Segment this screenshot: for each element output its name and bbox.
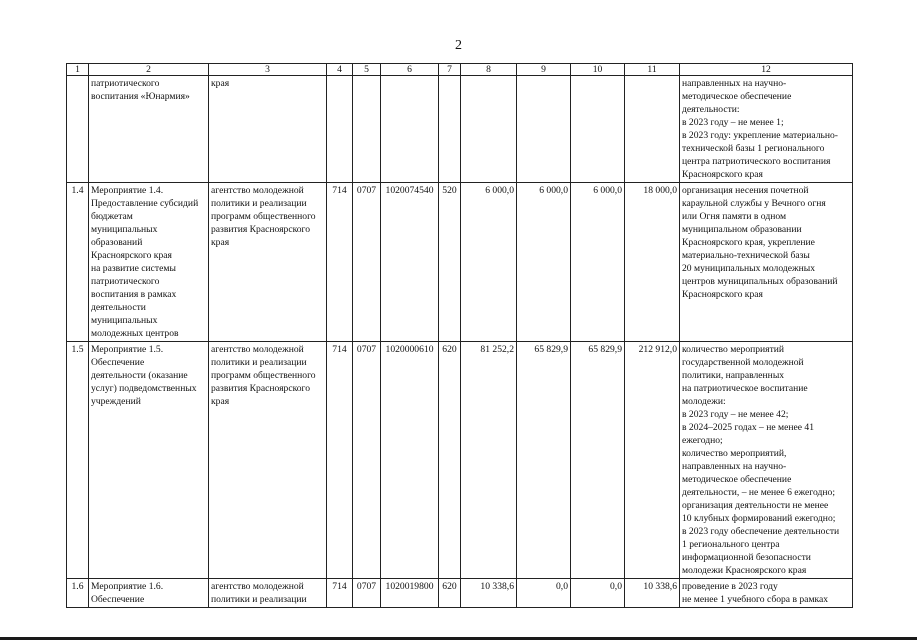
expected-result-cell-line: деятельности: (682, 104, 740, 115)
amount-total-cell: 212 912,0 (625, 342, 680, 579)
column-header: 11 (625, 64, 680, 76)
amount-2025-cell: 6 000,0 (571, 183, 625, 342)
expected-result-cell-line: информационной безопасности (682, 552, 811, 563)
measure-name-cell-line: воспитания в рамках (91, 289, 177, 300)
item-number-cell: 1.4 (67, 183, 89, 342)
expected-result-cell (680, 342, 853, 579)
executor-cell-line: программ общественного (211, 370, 316, 381)
measure-name-cell (89, 76, 209, 183)
expected-result-cell (680, 76, 853, 183)
rzpr-code-cell (353, 76, 381, 183)
expected-result-cell-line: организация несения почетной (682, 185, 809, 196)
measure-name-cell-line: молодежных центров (91, 328, 179, 339)
measure-name-cell-line: патриотического (91, 78, 160, 89)
expected-result-cell-line: деятельности, – не менее 6 ежегодно; (682, 487, 835, 498)
table-row (67, 183, 853, 342)
expected-result-cell-line: центров муниципальных образований (682, 276, 838, 287)
amount-total-cell: 10 338,6 (625, 579, 680, 608)
amount-total-cell (625, 76, 680, 183)
measure-name-cell-line: образований (91, 237, 143, 248)
executor-cell-line: агентство молодежной (211, 581, 304, 592)
vr-code-cell: 620 (439, 579, 461, 608)
expected-result-cell-line: или Огня памяти в одном (682, 211, 787, 222)
column-header: 5 (353, 64, 381, 76)
csr-code-cell: 1020000610 (381, 342, 439, 579)
amount-2024-cell (517, 76, 571, 183)
executor-cell-line: программ общественного (211, 211, 316, 222)
column-number-header-row (67, 64, 853, 76)
table-row (67, 342, 853, 579)
measure-name-cell-line: воспитания «Юнармия» (91, 91, 190, 102)
item-number-cell (67, 76, 89, 183)
measure-name-cell-line: патриотического (91, 276, 160, 287)
measure-name-cell-line: Красноярского края (91, 250, 172, 261)
measure-name-cell-line: учреждений (91, 396, 141, 407)
executor-cell-line: политики и реализации (211, 198, 307, 209)
executor-cell-line: политики и реализации (211, 594, 307, 605)
amount-2024-cell: 6 000,0 (517, 183, 571, 342)
expected-result-cell-line: 20 муниципальных молодежных (682, 263, 816, 274)
amount-2023-cell: 81 252,2 (461, 342, 517, 579)
expected-result-cell-line: материально-технической базы (682, 250, 810, 261)
measure-name-cell-line: услуг) подведомственных (91, 383, 197, 394)
measure-name-cell-line: муниципальных (91, 315, 158, 326)
amount-total-cell: 18 000,0 (625, 183, 680, 342)
csr-code-cell: 1020074540 (381, 183, 439, 342)
rzpr-code-cell: 0707 (353, 342, 381, 579)
amount-2023-cell (461, 76, 517, 183)
vr-code-cell: 620 (439, 342, 461, 579)
column-header: 1 (67, 64, 89, 76)
executor-cell-line: развития Красноярского (211, 224, 311, 235)
executor-cell (209, 76, 327, 183)
vr-code-cell (439, 76, 461, 183)
expected-result-cell-line: в 2024–2025 годах – не менее 41 (682, 422, 815, 433)
expected-result-cell-line: не менее 1 учебного сбора в рамках (682, 594, 829, 605)
column-header: 9 (517, 64, 571, 76)
expected-result-cell-line: в 2023 году: укрепление материально- (682, 130, 838, 141)
expected-result-cell-line: центра патриотического воспитания (682, 156, 831, 167)
measure-name-cell (89, 342, 209, 579)
measure-name-cell (89, 579, 209, 608)
page-number: 2 (455, 38, 462, 53)
expected-result-cell-line: караульной службы у Вечного огня (682, 198, 826, 209)
column-header: 3 (209, 64, 327, 76)
expected-result-cell-line: Красноярского края (682, 289, 763, 300)
measure-name-cell-line: на развитие системы (91, 263, 176, 274)
executor-cell-line: агентство молодежной (211, 344, 304, 355)
expected-result-cell-line: молодежи: (682, 396, 726, 407)
expected-result-cell-line: направленных на научно- (682, 78, 787, 89)
csr-code-cell: 1020019800 (381, 579, 439, 608)
amount-2025-cell: 65 829,9 (571, 342, 625, 579)
expected-result-cell-line: Красноярского края, укрепление (682, 237, 815, 248)
item-number-cell: 1.6 (67, 579, 89, 608)
measure-name-cell-line: Обеспечение (91, 594, 145, 605)
measure-name-cell-line: деятельности (91, 302, 146, 313)
table-row (67, 76, 853, 183)
measure-name-cell-line: Предоставление субсидий (91, 198, 199, 209)
table-row (67, 579, 853, 608)
amount-2025-cell: 0,0 (571, 579, 625, 608)
grbs-code-cell: 714 (327, 183, 353, 342)
column-header: 2 (89, 64, 209, 76)
rzpr-code-cell: 0707 (353, 183, 381, 342)
expected-result-cell-line: ежегодно; (682, 435, 723, 446)
column-header: 7 (439, 64, 461, 76)
expected-result-cell-line: количество мероприятий (682, 344, 785, 355)
measure-name-cell-line: бюджетам (91, 211, 133, 222)
grbs-code-cell (327, 76, 353, 183)
expected-result-cell-line: технической базы 1 регионального (682, 143, 825, 154)
expected-result-cell-line: в 2023 году – не менее 42; (682, 409, 789, 420)
measure-name-cell-line: Обеспечение (91, 357, 145, 368)
expected-result-cell-line: политики, направленных (682, 370, 785, 381)
executor-cell-line: края (211, 237, 230, 248)
expected-result-cell-line: в 2023 году – не менее 1; (682, 117, 784, 128)
expected-result-cell-line: методическое обеспечение (682, 91, 792, 102)
amount-2025-cell (571, 76, 625, 183)
amount-2024-cell: 65 829,9 (517, 342, 571, 579)
measure-name-cell-line: Мероприятие 1.4. (91, 185, 164, 196)
measure-name-cell-line: Мероприятие 1.5. (91, 344, 164, 355)
expected-result-cell-line: проведение в 2023 году (682, 581, 778, 592)
amount-2024-cell: 0,0 (517, 579, 571, 608)
vr-code-cell: 520 (439, 183, 461, 342)
executor-cell-line: края (211, 396, 230, 407)
expected-result-cell-line: организация деятельности не менее (682, 500, 829, 511)
expected-result-cell-line: 1 регионального центра (682, 539, 780, 550)
expected-result-cell-line: 10 клубных формирований ежегодно; (682, 513, 836, 524)
expected-result-cell-line: методическое обеспечение (682, 474, 792, 485)
measure-name-cell (89, 183, 209, 342)
executor-cell (209, 579, 327, 608)
executor-cell (209, 183, 327, 342)
expected-result-cell-line: муниципальном образовании (682, 224, 802, 235)
executor-cell-line: развития Красноярского (211, 383, 311, 394)
amount-2023-cell: 10 338,6 (461, 579, 517, 608)
expected-result-cell-line: государственной молодежной (682, 357, 804, 368)
budget-table (66, 63, 853, 608)
column-header: 4 (327, 64, 353, 76)
column-header: 8 (461, 64, 517, 76)
executor-cell-line: края (211, 78, 230, 89)
expected-result-cell-line: количество мероприятий, (682, 448, 787, 459)
measure-name-cell-line: Мероприятие 1.6. (91, 581, 164, 592)
expected-result-cell-line: молодежи Красноярского края (682, 565, 807, 576)
measure-name-cell-line: муниципальных (91, 224, 158, 235)
expected-result-cell (680, 579, 853, 608)
column-header: 10 (571, 64, 625, 76)
executor-cell-line: политики и реализации (211, 357, 307, 368)
expected-result-cell-line: в 2023 году обеспечение деятельности (682, 526, 840, 537)
column-header: 12 (680, 64, 853, 76)
column-header: 6 (381, 64, 439, 76)
rzpr-code-cell: 0707 (353, 579, 381, 608)
csr-code-cell (381, 76, 439, 183)
grbs-code-cell: 714 (327, 579, 353, 608)
expected-result-cell-line: на патриотическое воспитание (682, 383, 808, 394)
item-number-cell: 1.5 (67, 342, 89, 579)
expected-result-cell-line: Красноярского края (682, 169, 763, 180)
expected-result-cell-line: направленных на научно- (682, 461, 787, 472)
expected-result-cell (680, 183, 853, 342)
grbs-code-cell: 714 (327, 342, 353, 579)
amount-2023-cell: 6 000,0 (461, 183, 517, 342)
executor-cell-line: агентство молодежной (211, 185, 304, 196)
measure-name-cell-line: деятельности (оказание (91, 370, 188, 381)
executor-cell (209, 342, 327, 579)
